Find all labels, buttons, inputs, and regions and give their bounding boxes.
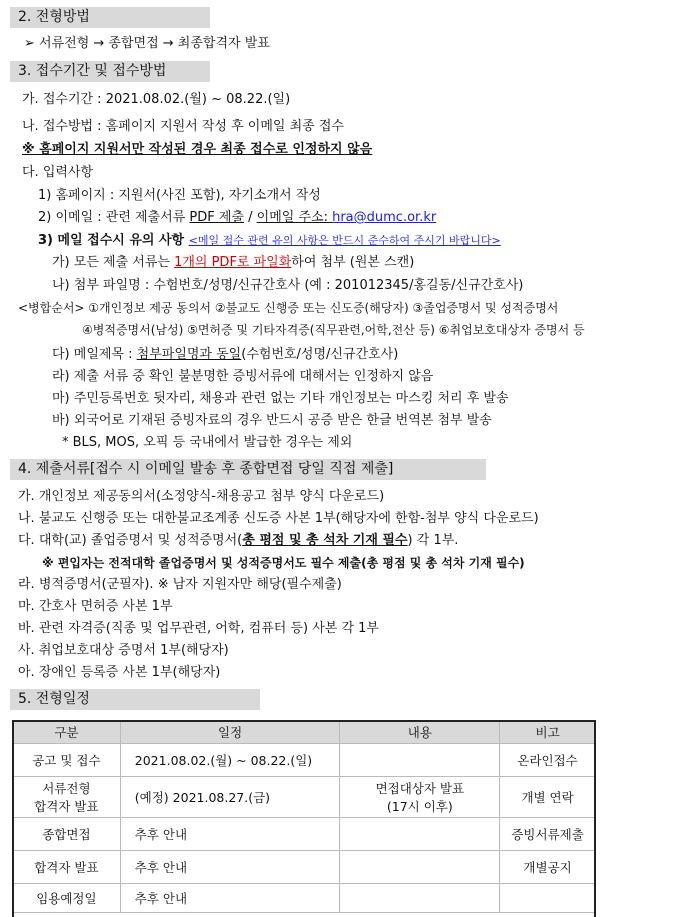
doc-na: 나. 불교도 신행증 또는 대한불교조계종 신도증 사본 1부(해당자에 한함-첨부 양식 다운로드) bbox=[18, 511, 539, 526]
notice-da-a: 다) 메일제목 : bbox=[52, 347, 137, 362]
cell-remarks bbox=[500, 884, 596, 913]
selection-flow: ➢ 서류전형 → 종합면접 → 최종합격자 발표 bbox=[24, 36, 270, 51]
doc-ma: 마. 간호사 면허증 사본 1부 bbox=[18, 599, 173, 614]
section-5-header: 5. 전형일정 bbox=[10, 689, 260, 710]
table-row bbox=[13, 851, 596, 884]
header-category: 구분 bbox=[13, 721, 121, 744]
cell-schedule: 추후 안내 bbox=[120, 851, 340, 884]
cell-remarks: 개별 연락 bbox=[500, 777, 596, 818]
section-2-header: 2. 전형방법 bbox=[10, 7, 210, 28]
cell-content bbox=[340, 777, 500, 818]
section-4-header: 4. 제출서류[접수 시 이메일 발송 후 종합면접 당일 직접 제출] bbox=[10, 459, 486, 480]
application-period: 가. 접수기간 : 2021.08.02.(월) ~ 08.22.(일) bbox=[22, 92, 291, 107]
cell-content-line2: (17시 이후) bbox=[386, 799, 453, 814]
cell-category: 공고 및 접수 bbox=[13, 744, 121, 777]
mail-notice-link[interactable]: <메일 접수 관련 유의 사항은 반드시 준수하여 주시기 바랍니다> bbox=[188, 234, 501, 247]
mail-notice-label: 3) 메일 접수시 유의 사항 bbox=[38, 233, 189, 248]
doc-da bbox=[18, 531, 458, 551]
cell-category: 임용예정일 bbox=[13, 884, 121, 913]
merge-order-1: <병합순서> ①개인정보 제공 동의서 ②불교도 신행증 또는 신도증(해당자) ③졸업증명서 및 성적증명서 bbox=[18, 301, 559, 315]
table-row bbox=[13, 777, 596, 818]
cell-schedule: 추후 안내 bbox=[120, 818, 340, 851]
cell-schedule: 2021.08.02.(월) ~ 08.22.(일) bbox=[120, 744, 340, 777]
input-item-homepage: 1) 홈페이지 : 지원서(사진 포함), 자기소개서 작성 bbox=[38, 188, 321, 203]
notice-na: 나) 첨부 파일명 : 수험번호/성명/신규간호사 (예 : 201012345/홍길동/신규간호사) bbox=[52, 278, 524, 293]
cell-content bbox=[340, 818, 500, 851]
notice-ba: 바) 외국어로 기재된 증빙자료의 경우 반드시 공증 받은 한글 번역본 첨부 발송 bbox=[52, 413, 492, 428]
notice-ma: 마) 주민등록번호 뒷자리, 채용과 관련 없는 기타 개인정보는 마스킹 처리 후 발송 bbox=[52, 391, 509, 406]
doc-da-a: 다. 대학(교) 졸업증명서 및 성적증명서( bbox=[18, 533, 243, 548]
notice-ra: 라) 제출 서류 중 확인 불분명한 증빙서류에 대해서는 인정하지 않음 bbox=[52, 369, 434, 384]
notice-ga-highlight: 1개의 PDF로 파일화 bbox=[174, 255, 292, 270]
cell-remarks: 온라인접수 bbox=[500, 744, 596, 777]
cell-content bbox=[340, 884, 500, 913]
cell-remarks: 증빙서류제출 bbox=[500, 818, 596, 851]
header-content: 내용 bbox=[340, 721, 500, 744]
cell-schedule: 추후 안내 bbox=[120, 884, 340, 913]
doc-ra: 라. 병적증명서(군필자). ※ 남자 지원자만 해당(필수제출) bbox=[18, 577, 342, 592]
cell-content-line1: 면접대상자 발표 bbox=[375, 781, 465, 796]
application-note: ※ 홈페이지 지원서만 작성된 경우 최종 접수로 인정하지 않음 bbox=[22, 142, 373, 157]
table-row bbox=[13, 884, 596, 913]
header-remarks: 비고 bbox=[500, 721, 596, 744]
cell-remarks: 개별공지 bbox=[500, 851, 596, 884]
section-3-header: 3. 접수기간 및 접수방법 bbox=[10, 61, 210, 82]
application-method: 나. 접수방법 : 홈페이지 지원서 작성 후 이메일 최종 접수 bbox=[22, 119, 344, 134]
notice-da bbox=[52, 345, 398, 365]
notice-da-b: 첨부파일명과 동일 bbox=[136, 347, 242, 362]
email-link[interactable]: hra@dumc.or.kr bbox=[332, 210, 437, 225]
doc-transfer-note: ※ 편입자는 전적대학 졸업증명서 및 성적증명서도 필수 제출(총 평점 및 총 석차 기재 필수) bbox=[42, 556, 525, 570]
email-text: 2) 이메일 : 관련 제출서류 bbox=[38, 210, 190, 225]
cell-category bbox=[13, 777, 121, 818]
notice-ga-c: 하여 첨부 (원본 스캔) bbox=[291, 255, 415, 270]
pdf-submit: PDF 제출 bbox=[189, 210, 244, 225]
doc-da-b: 총 평점 및 총 석차 기재 필수 bbox=[242, 533, 408, 548]
table-row bbox=[13, 744, 596, 777]
notice-ga bbox=[52, 253, 414, 273]
notice-da-c: (수험번호/성명/신규간호사) bbox=[241, 347, 399, 362]
slash: / bbox=[244, 210, 257, 225]
cell-category-line1: 서류전형 bbox=[42, 781, 91, 796]
email-address-label: 이메일 주소: bbox=[256, 210, 333, 225]
schedule-table bbox=[12, 720, 596, 913]
doc-a: 아. 장애인 등록증 사본 1부(해당자) bbox=[18, 665, 221, 680]
doc-ga: 가. 개인정보 제공동의서(소정양식-채용공고 첨부 양식 다운로드) bbox=[18, 489, 385, 504]
cell-category-line2: 합격자 발표 bbox=[34, 799, 99, 814]
notice-ga-a: 가) 모든 제출 서류는 bbox=[52, 255, 175, 270]
doc-da-c: ) 각 1부. bbox=[407, 533, 459, 548]
cell-schedule: (예정) 2021.08.27.(금) bbox=[120, 777, 340, 818]
doc-ba: 바. 관련 자격증(직종 및 업무관련, 어학, 컴퓨터 등) 사본 각 1부 bbox=[18, 621, 379, 636]
input-item-mail-notice bbox=[38, 231, 501, 251]
input-items-label: 다. 입력사항 bbox=[22, 165, 94, 180]
table-header-row bbox=[13, 721, 596, 744]
merge-order-2: ④병적증명서(남성) ⑤면허증 및 기타자격증(직무관련,어학,전산 등) ⑥취업보호대상자 증명서 등 bbox=[82, 323, 585, 337]
table-row bbox=[13, 818, 596, 851]
doc-sa: 사. 취업보호대상 증명서 1부(해당자) bbox=[18, 643, 229, 658]
input-item-email bbox=[38, 208, 436, 228]
cell-category: 합격자 발표 bbox=[13, 851, 121, 884]
header-schedule: 일정 bbox=[120, 721, 340, 744]
cell-category: 종합면접 bbox=[13, 818, 121, 851]
cell-content bbox=[340, 851, 500, 884]
cell-content bbox=[340, 744, 500, 777]
notice-star: * BLS, MOS, 오픽 등 국내에서 발급한 경우는 제외 bbox=[62, 435, 353, 450]
